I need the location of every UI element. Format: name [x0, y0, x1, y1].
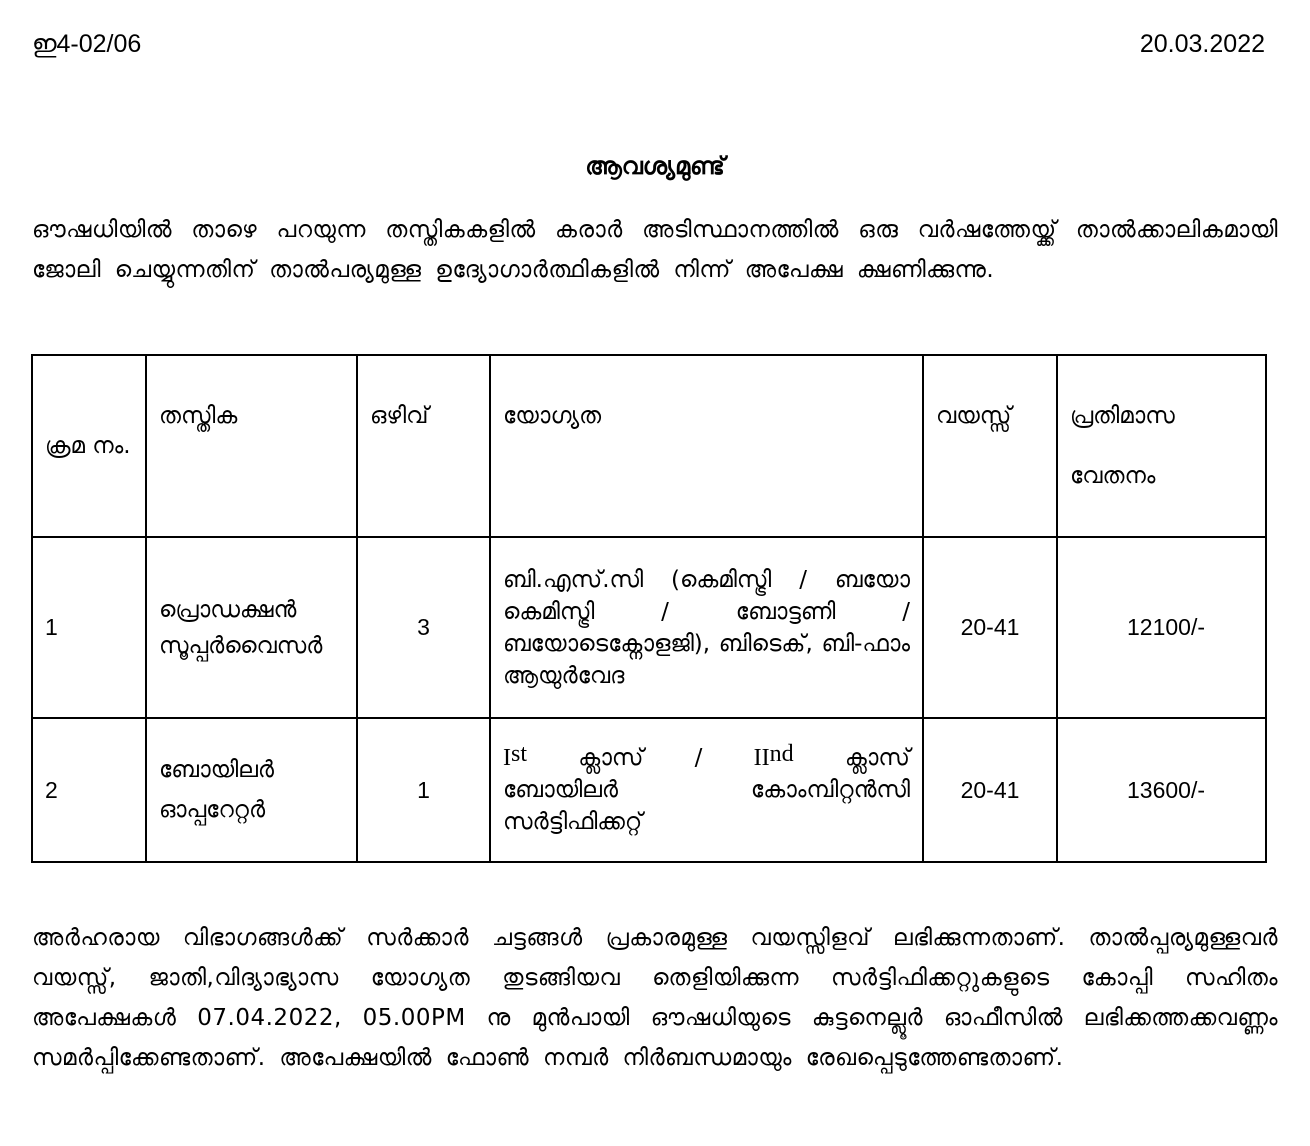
row-age: 20-41: [923, 718, 1057, 862]
row-vacancy: 3: [357, 537, 490, 718]
table-row: [32, 537, 1266, 718]
vacancy-table: [31, 354, 1267, 863]
row-salary: 13600/-: [1057, 718, 1266, 862]
reference-number: ഇ4-02/06: [32, 30, 142, 58]
table-header-row: [32, 355, 1266, 537]
row-post: പ്രൊഡക്ഷൻ സൂപ്പർവൈസർ: [146, 537, 357, 718]
row-post: ബോയിലർ ഓപ്പറേറ്റർ: [146, 718, 357, 862]
row-vacancy: 1: [357, 718, 490, 862]
table-row: [32, 718, 1266, 862]
notice-title: ആവശ്യമുണ്ട്: [585, 152, 725, 180]
header-salary: പ്രതിമാസ വേതനം: [1057, 355, 1266, 537]
intro-paragraph: ഔഷധിയിൽ താഴെ പറയുന്ന തസ്തികകളിൽ കരാർ അടിസ്ഥാനത്തിൽ ഒരു വർഷത്തേയ്ക്ക് താൽക്കാലികമായി ജോലി ചെയ്യുന്നതിന് താൽപര്യമുള്ള ഉദ്യോഗാർത്ഥികളിൽ നിന്ന് അപേക്ഷ ക്ഷണിക്കുന്നു.: [32, 217, 1278, 283]
row-salary: 12100/-: [1057, 537, 1266, 718]
row-sl-no: 2: [32, 718, 146, 862]
row-sl-no: 1: [32, 537, 146, 718]
notice-date: 20.03.2022: [1139, 30, 1265, 58]
header-sl-no: ക്രമ നം.: [32, 355, 146, 537]
row-qualification: ബി.എസ്.സി (കെമിസ്ട്രി / ബയോ കെമിസ്ട്രി / ബോട്ടണി /ബയോടെക്നോളജി), ബിടെക്, ബി-ഫാം ആയുർവേദ: [490, 537, 923, 718]
header-post: തസ്തിക: [146, 355, 357, 537]
header-vacancy: ഒഴിവ്: [357, 355, 490, 537]
row-age: 20-41: [923, 537, 1057, 718]
header-qualification: യോഗ്യത: [490, 355, 923, 537]
header-age: വയസ്സ്: [923, 355, 1057, 537]
row-qualification: Ist ക്ലാസ് / IInd ക്ലാസ് ബോയിലർ കോംമ്പിറ്റൻസി സർട്ടിഫിക്കറ്റ്: [490, 718, 923, 862]
closing-paragraph: അർഹരായ വിഭാഗങ്ങൾക്ക് സർക്കാർ ചട്ടങ്ങൾ പ്രകാരമുള്ള വയസ്സിളവ് ലഭിക്കുന്നതാണ്. താൽപ്പര്യമുള്ളവർ വയസ്സ്, ജാതി,വിദ്യാഭ്യാസ യോഗ്യത തുടങ്ങിയവ തെളിയിക്കുന്ന സർട്ടിഫിക്കറ്റുകളുടെ കോപ്പി സഹിതം അപേക്ഷകൾ 07.04.2022, 05.00PM നു മുൻപായി ഔഷധിയുടെ കുട്ടനെല്ലൂർ ഓഫീസിൽ ലഭിക്കത്തക്കവണ്ണം സമർപ്പിക്കേണ്ടതാണ്. അപേക്ഷയിൽ ഫോൺ നമ്പർ നിർബന്ധമായും രേഖപ്പെടുത്തേണ്ടതാണ്.: [32, 925, 1278, 1071]
